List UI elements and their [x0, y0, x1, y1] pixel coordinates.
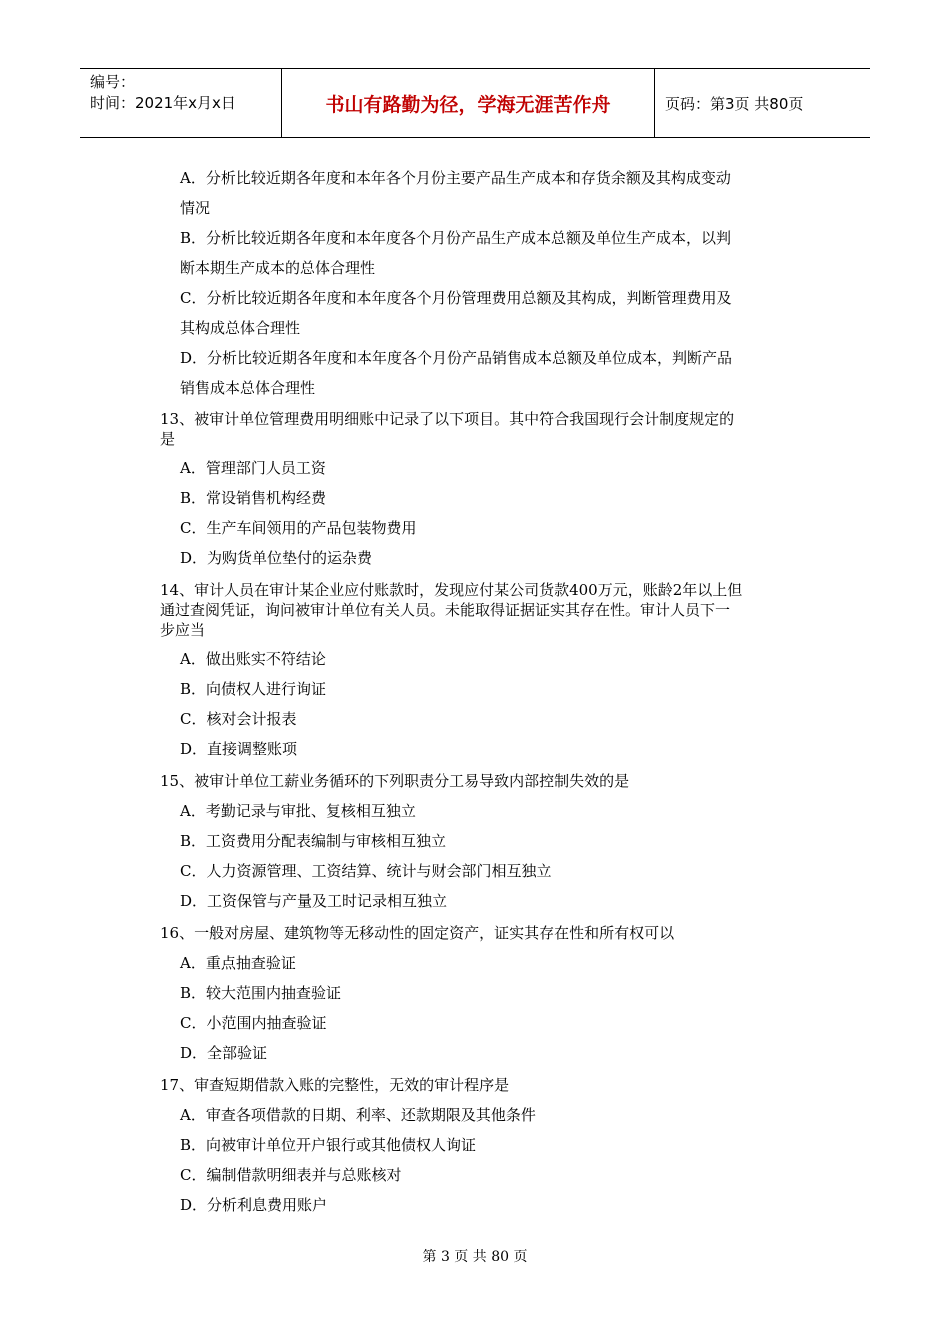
text-line: 通过查阅凭证，询问被审计单位有关人员。未能取得证据证实其存在性。审计人员下一	[160, 601, 731, 619]
text-line: A．重点抽查验证	[180, 954, 296, 972]
text-line: 13、被审计单位管理费用明细账中记录了以下项目。其中符合我国现行会计制度规定的	[160, 410, 735, 428]
text-line: B．向债权人进行询证	[180, 680, 327, 698]
text-line: D．全部验证	[180, 1044, 268, 1062]
header-motto: 书山有路勤为径，学海无涯苦作舟	[282, 69, 655, 137]
text-line: 15、被审计单位工薪业务循环的下列职责分工易导致内部控制失效的是	[160, 772, 630, 790]
text-line: B．分析比较近期各年度和本年度各个月份产品生产成本总额及单位生产成本，以判	[180, 229, 732, 247]
text-line: 销售成本总体合理性	[180, 379, 316, 397]
text-line: 情况	[180, 199, 211, 217]
text-line: D．直接调整账项	[180, 740, 298, 758]
text-line: A．分析比较近期各年度和本年各个月份主要产品生产成本和存货余额及其构成变动	[180, 169, 731, 187]
text-line: D．工资保管与产量及工时记录相互独立	[180, 892, 448, 910]
text-line: B．向被审计单位开户银行或其他债权人询证	[180, 1136, 477, 1154]
text-line: A．做出账实不符结论	[180, 650, 326, 668]
text-line: 16、一般对房屋、建筑物等无移动性的固定资产，证实其存在性和所有权可以	[160, 924, 675, 942]
page-footer: 第 3 页 共 80 页	[422, 1249, 528, 1265]
document-date: 时间：2021年x月x日	[90, 94, 236, 112]
text-line: 断本期生产成本的总体合理性	[180, 259, 376, 277]
text-line: C．分析比较近期各年度和本年度各个月份管理费用总额及其构成，判断管理费用及	[180, 289, 732, 307]
header-page-info: 页码：第3页 共80页	[665, 94, 804, 113]
text-line: 17、审查短期借款入账的完整性，无效的审计程序是	[160, 1076, 510, 1094]
text-line: 14、审计人员在审计某企业应付账款时，发现应付某公司货款400万元，账龄2年以上但	[160, 581, 743, 599]
text-line: D．分析比较近期各年度和本年度各个月份产品销售成本总额及单位成本，判断产品	[180, 349, 733, 367]
text-line: C．小范围内抽查验证	[180, 1014, 327, 1032]
text-line: 其构成总体合理性	[180, 319, 301, 337]
text-line: A．审查各项借款的日期、利率、还款期限及其他条件	[180, 1106, 536, 1124]
text-line: C．人力资源管理、工资结算、统计与财会部门相互独立	[180, 862, 552, 880]
text-line: C．核对会计报表	[180, 710, 297, 728]
text-line: 是	[160, 430, 176, 448]
text-line: B．常设销售机构经费	[180, 489, 327, 507]
text-line: D．为购货单位垫付的运杂费	[180, 549, 373, 567]
document-number-label: 编号：	[90, 73, 136, 91]
text-line: A．管理部门人员工资	[180, 459, 326, 477]
text-line: A．考勤记录与审批、复核相互独立	[180, 802, 416, 820]
text-line: B．工资费用分配表编制与审核相互独立	[180, 832, 447, 850]
text-line: B．较大范围内抽查验证	[180, 984, 342, 1002]
text-line: 步应当	[160, 621, 206, 639]
text-line: D．分析利息费用账户	[180, 1196, 328, 1214]
text-line: C．编制借款明细表并与总账核对	[180, 1166, 402, 1184]
text-line: C．生产车间领用的产品包装物费用	[180, 519, 417, 537]
